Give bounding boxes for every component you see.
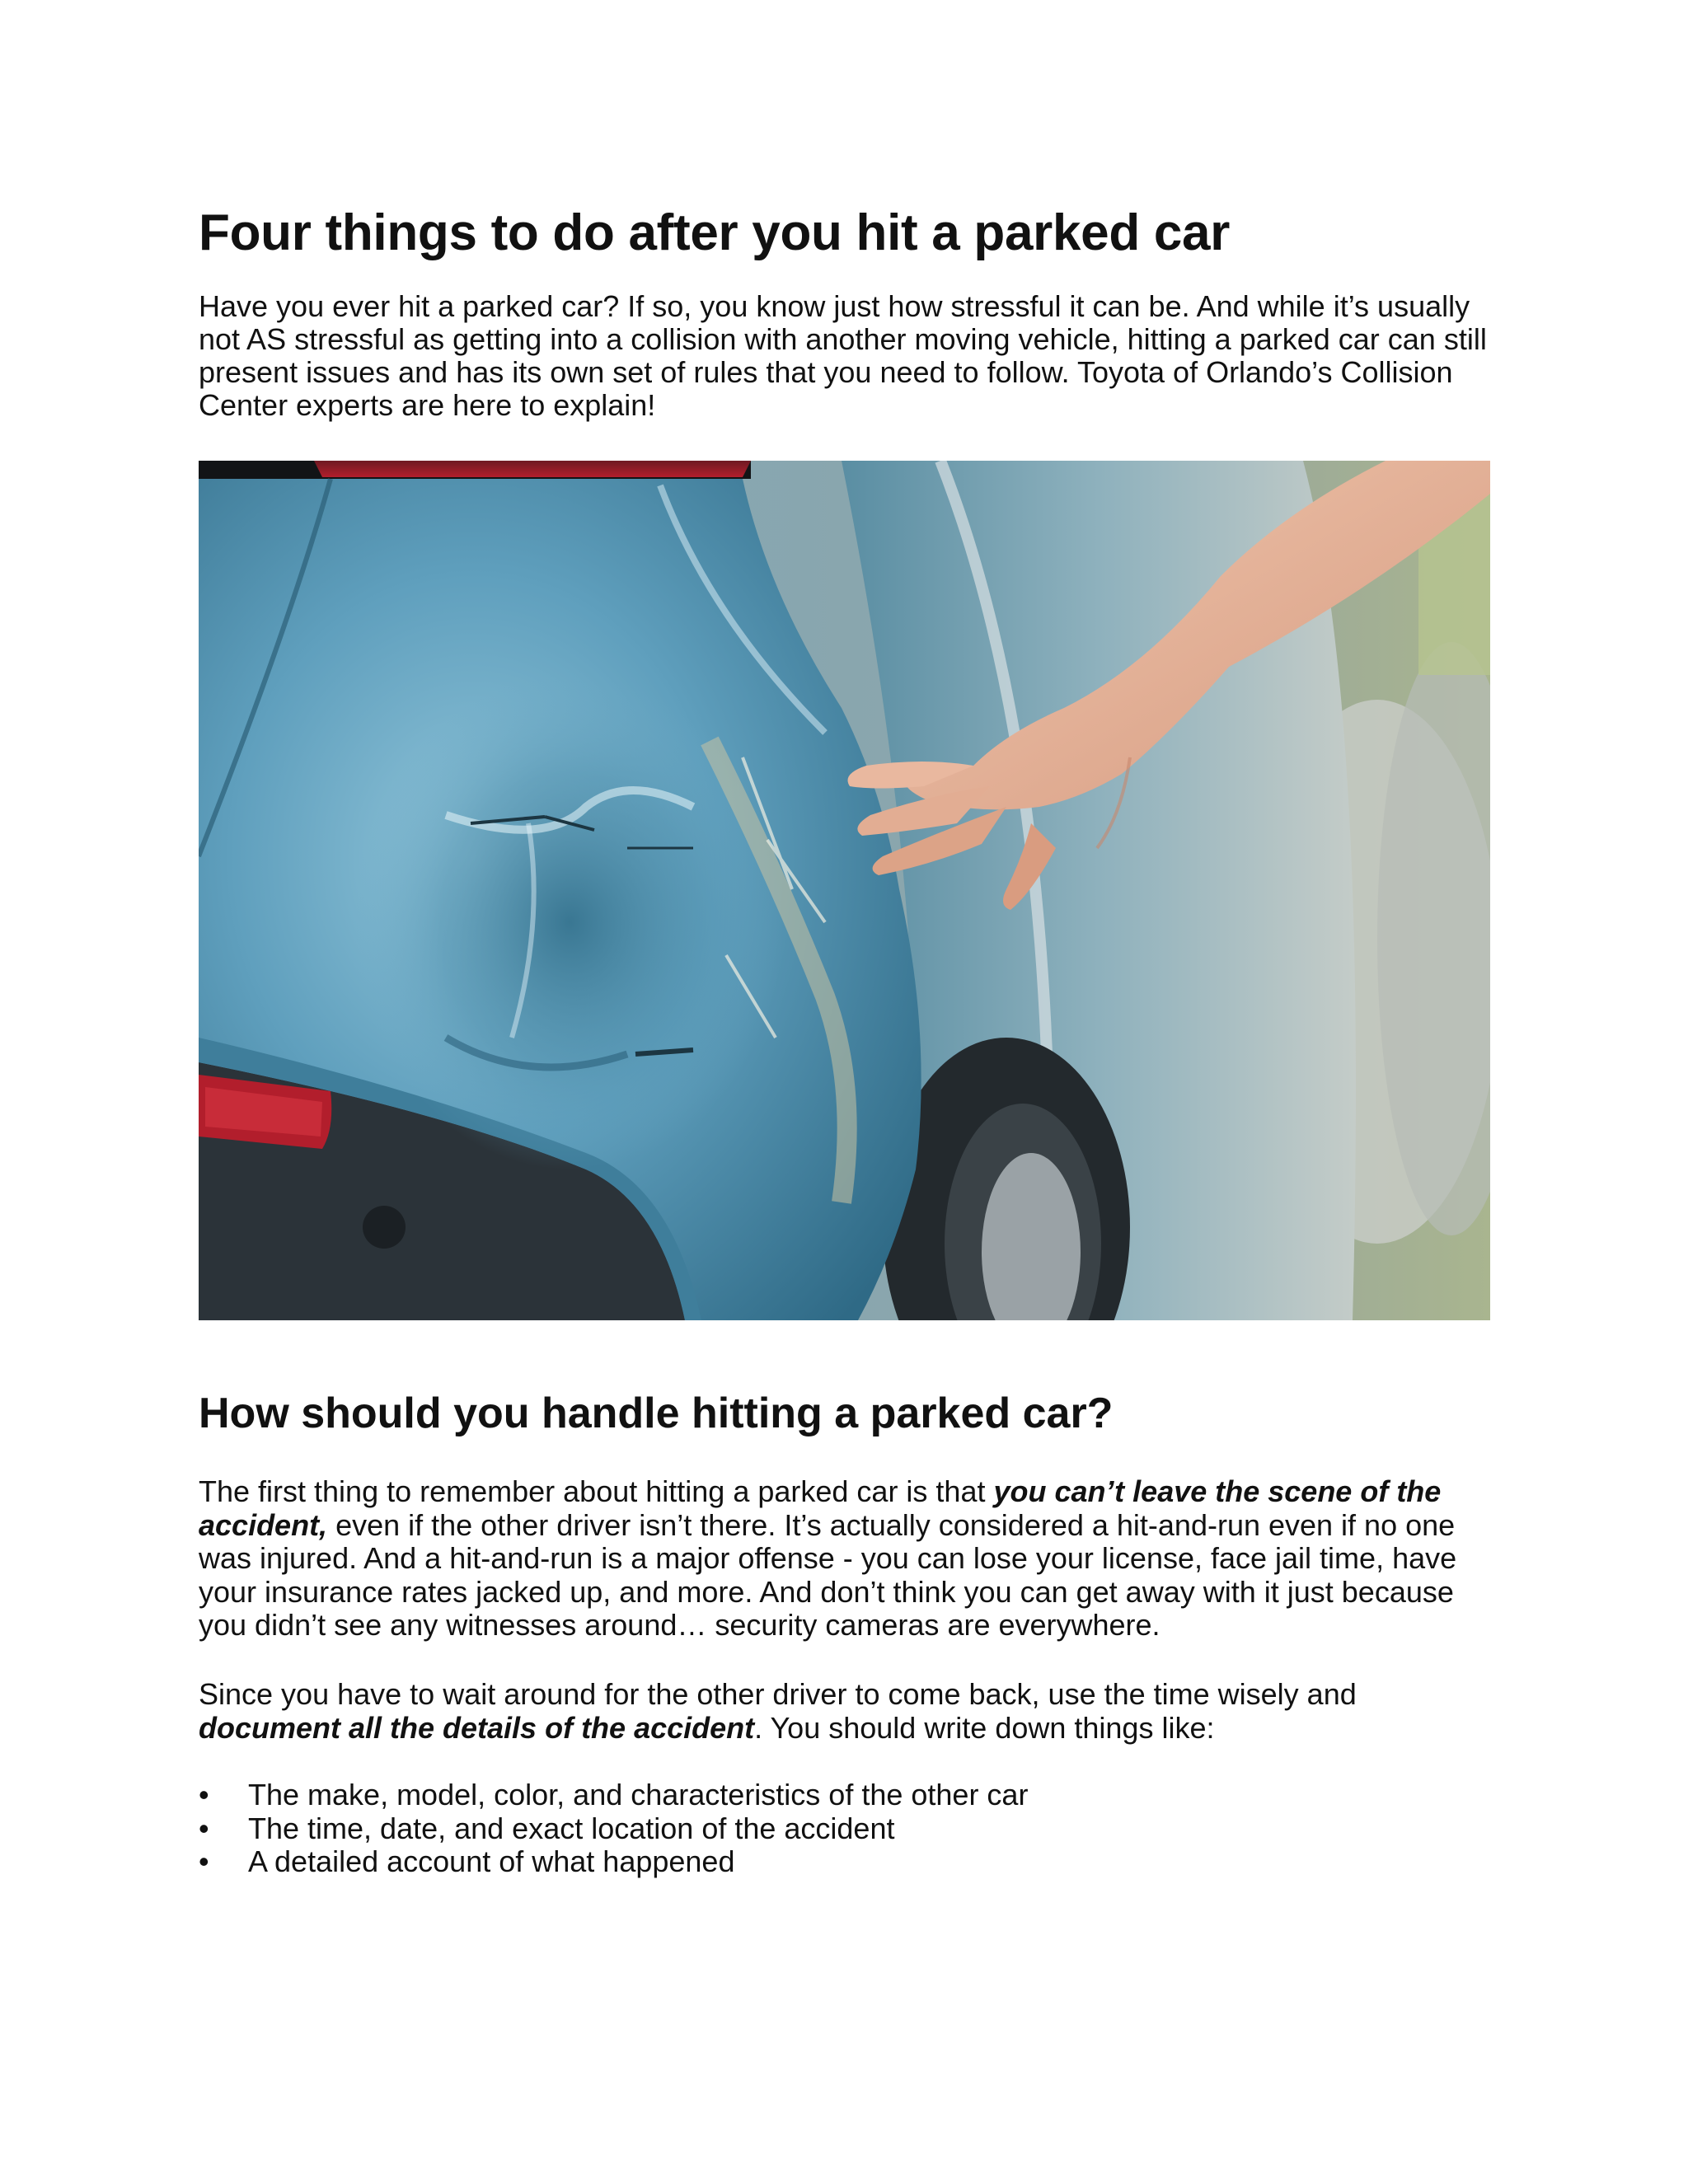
dented-car-illustration (199, 461, 1490, 1320)
list-item-text: A detailed account of what happened (248, 1844, 735, 1878)
section-heading: How should you handle hitting a parked car? (199, 1390, 1114, 1437)
paragraph-document-details-text-start: Since you have to wait around for the other driver to come back, use the time wisely and (199, 1677, 1357, 1711)
article-title: Four things to do after you hit a parked car (199, 204, 1231, 261)
paragraph-leave-scene-emphasis: you can’t leave the scene of the accident, (199, 1474, 1442, 1542)
details-list (199, 1779, 1490, 1879)
dented-car-photo (199, 461, 1490, 1320)
paragraph-document-details (199, 1677, 1490, 1745)
intro-paragraph: Have you ever hit a parked car? If so, you know just how stressful it can be. And while it’s usually not AS stressful as getting into a collision with another moving vehicle, hitting a parked car can still present issues and has its own set of rules that you need to follow. Toyota of Orlando’s Collision Center experts are here to explain! (199, 289, 1487, 422)
paragraph-document-details-text-end: . You should write down things like: (754, 1711, 1215, 1745)
list-item-text: The make, model, color, and characteristics of the other car (248, 1778, 1029, 1811)
bullet-icon: • (199, 1844, 209, 1878)
list-item (199, 1812, 1490, 1846)
list-item (199, 1779, 1490, 1812)
paragraph-leave-scene-text-end: even if the other driver isn’t there. It’s actually considered a hit-and-run even if no one was injured. And a hit-and-run is a major offense - you can lose your license, face jail time, have your insurance rates jacked up, and more. And don’t think you can get away with it just because you didn’t see any witnesses around… security cameras are everywhere. (199, 1507, 1457, 1642)
paragraph-leave-scene (199, 1475, 1490, 1643)
list-item (199, 1845, 1490, 1879)
paragraph-document-details-emphasis: document all the details of the accident (199, 1711, 755, 1745)
bullet-icon: • (199, 1811, 209, 1845)
list-item-text: The time, date, and exact location of the accident (248, 1811, 895, 1845)
bullet-icon: • (199, 1778, 209, 1811)
paragraph-leave-scene-text-start: The first thing to remember about hitting a parked car is that (199, 1474, 994, 1508)
